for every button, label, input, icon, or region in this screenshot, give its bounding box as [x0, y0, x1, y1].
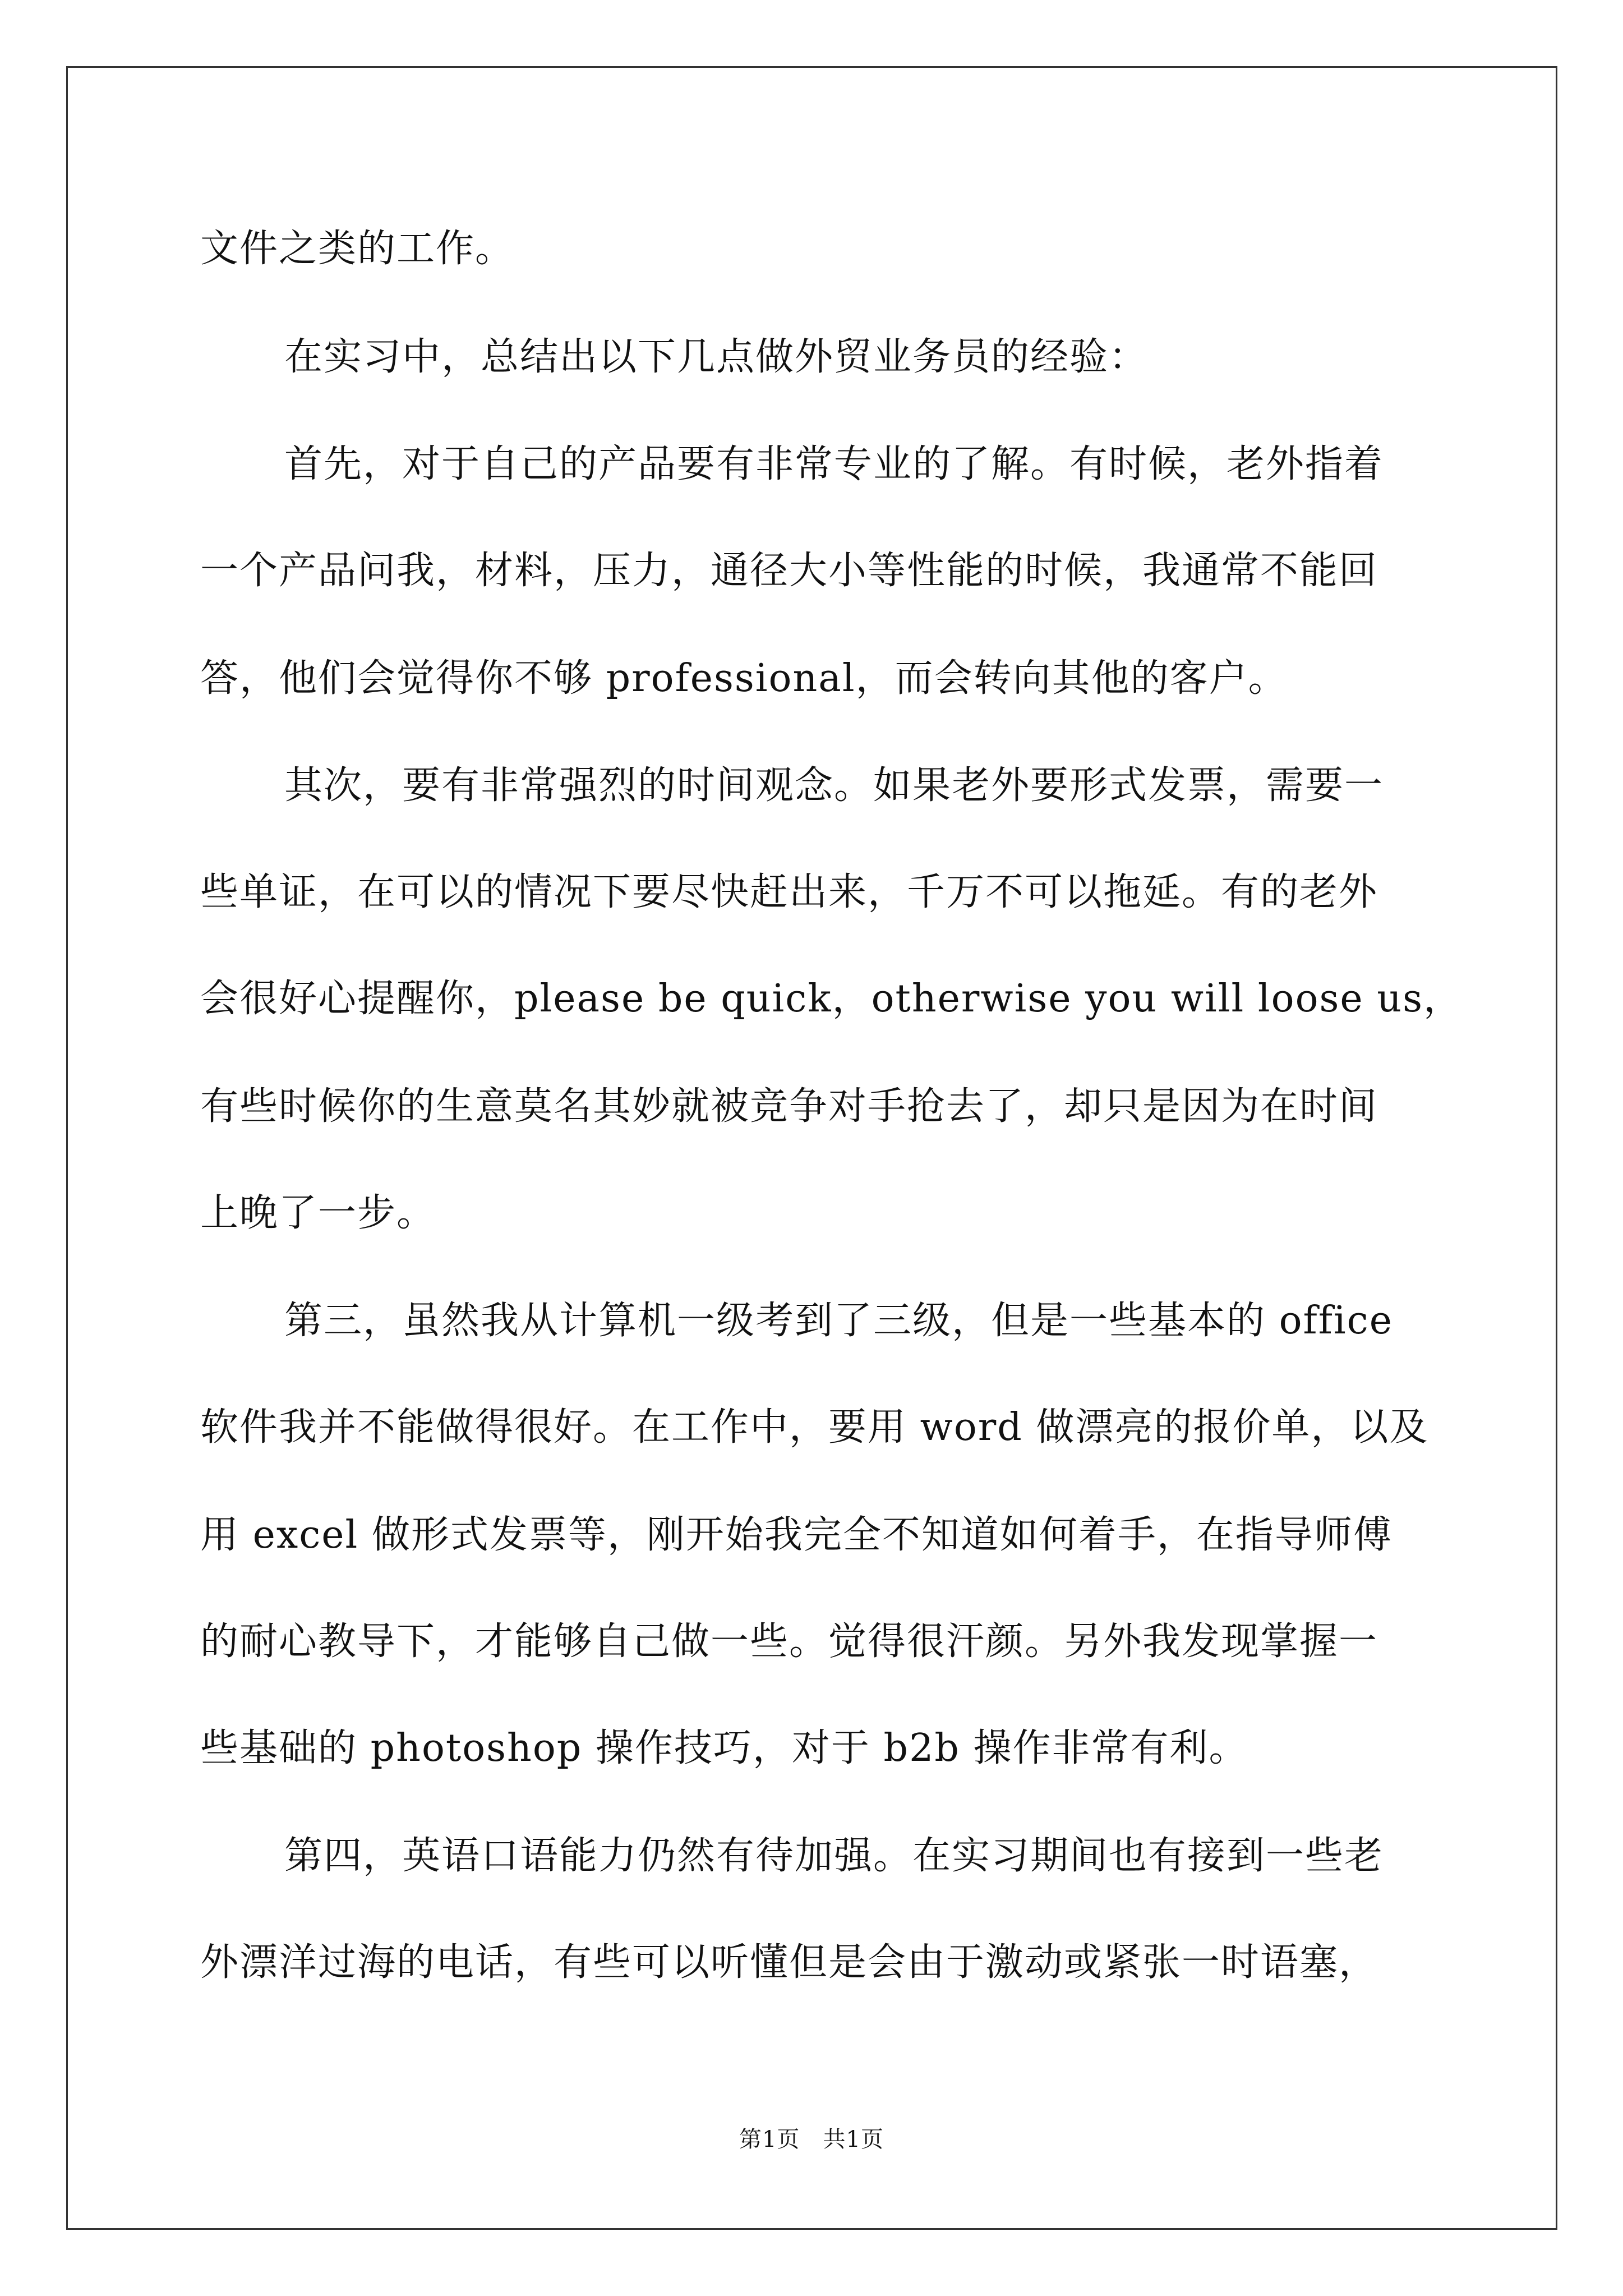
text-line: 上晚了一步。 [200, 1191, 436, 1235]
paragraph-first-line: 其次，要有非常强烈的时间观念。如果老外要形式发票，需要一 [284, 763, 1384, 808]
paragraph-first-line: 第四，英语口语能力仍然有待加强。在实习期间也有接到一些老 [284, 1834, 1384, 1878]
page-border [66, 66, 1557, 2230]
text-line: 有些时候你的生意莫名其妙就被竞争对手抢去了，却只是因为在时间 [200, 1084, 1378, 1129]
text-line: 些基础的 photoshop 操作技巧，对于 b2b 操作非常有利。 [200, 1726, 1248, 1770]
text-line: 外漂洋过海的电话，有些可以听懂但是会由于激动或紧张一时语塞， [200, 1940, 1378, 1985]
text-line: 些单证，在可以的情况下要尽快赶出来，千万不可以拖延。有的老外 [200, 870, 1378, 914]
page-footer: 第1页 共1页 [739, 2127, 884, 2152]
text-line: 软件我并不能做得很好。在工作中，要用 word 做漂亮的报价单，以及 [200, 1405, 1429, 1450]
text-line: 一个产品问我，材料，压力，通径大小等性能的时候，我通常不能回 [200, 549, 1378, 593]
paragraph-first-line: 首先，对于自己的产品要有非常专业的了解。有时候，老外指着 [284, 442, 1384, 486]
text-line: 文件之类的工作。 [200, 227, 515, 271]
text-line: 会很好心提醒你，please be quick，otherwise you will loose us， [200, 977, 1463, 1021]
text-line: 用 excel 做形式发票等，刚开始我完全不知道如何着手，在指导师傅 [200, 1513, 1393, 1557]
paragraph-first-line: 在实习中，总结出以下几点做外贸业务员的经验： [284, 335, 1149, 379]
text-line: 的耐心教导下，才能够自己做一些。觉得很汗颜。另外我发现掌握一 [200, 1619, 1378, 1664]
paragraph-first-line: 第三，虽然我从计算机一级考到了三级，但是一些基本的 office [284, 1299, 1393, 1343]
text-line: 答，他们会觉得你不够 professional，而会转向其他的客户。 [200, 656, 1288, 701]
